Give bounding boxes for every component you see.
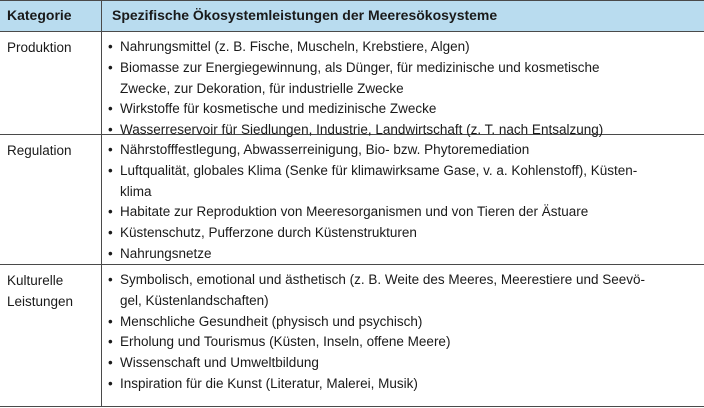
list-item: • Symbolisch, emotional und ästhetisch (z. B. Weite des Meeres, Meerestiere und Seevö- gel, Küstenlandschaften) [108, 270, 698, 312]
list-item: • Inspiration für die Kunst (Literatur, Malerei, Musik) [108, 374, 698, 395]
table-header [0, 0, 704, 32]
list-item: • Nahrungsnetze [108, 244, 698, 265]
header-category: Kategorie [7, 7, 72, 23]
category-label: Regulation [7, 143, 72, 158]
list-item: • Wissenschaft und Umweltbildung [108, 353, 698, 374]
table-row-kulturelle-leistungen [0, 265, 704, 406]
table-row-produktion [0, 32, 704, 138]
services-list [108, 37, 698, 141]
header-services: Spezifische Ökosystemleistungen der Meeresökosysteme [112, 7, 498, 23]
list-item: • Wasserreservoir für Siedlungen, Industrie, Landwirtschaft (z. T. nach Entsalzung) [108, 120, 698, 141]
list-item: • Küstenschutz, Pufferzone durch Küstenstrukturen [108, 223, 698, 244]
list-item: • Menschliche Gesundheit (physisch und psychisch) [108, 312, 698, 333]
services-list [108, 270, 698, 395]
category-label-line-1: Kulturelle [7, 273, 64, 288]
category-cell [7, 140, 97, 161]
list-item: • Biomasse zur Energiegewinnung, als Dünger, für medizinische und kosmetische Zwecke, zur Dekoration, für industrielle Zwecke [108, 58, 698, 100]
services-list [108, 140, 698, 265]
list-item: • Luftqualität, globales Klima (Senke für klimawirksame Gase, v. a. Kohlenstoff), Küsten- klima [108, 161, 698, 203]
list-item: • Nährstofffestlegung, Abwasserreinigung, Bio- bzw. Phytoremediation [108, 140, 698, 161]
list-item: • Nahrungsmittel (z. B. Fische, Muscheln, Krebstiere, Algen) [108, 37, 698, 58]
category-cell [7, 37, 97, 58]
list-item: • Wirkstoffe für kosmetische und medizinische Zwecke [108, 99, 698, 120]
table-row-regulation [0, 135, 704, 265]
column-divider [101, 0, 102, 406]
list-item: • Erholung und Tourismus (Küsten, Inseln, offene Meere) [108, 332, 698, 353]
category-label: Produktion [7, 40, 72, 55]
category-label-line-2: Leistungen [7, 294, 74, 309]
list-item: • Habitate zur Reproduktion von Meeresorganismen und von Tieren der Ästuare [108, 202, 698, 223]
category-cell [7, 270, 97, 312]
